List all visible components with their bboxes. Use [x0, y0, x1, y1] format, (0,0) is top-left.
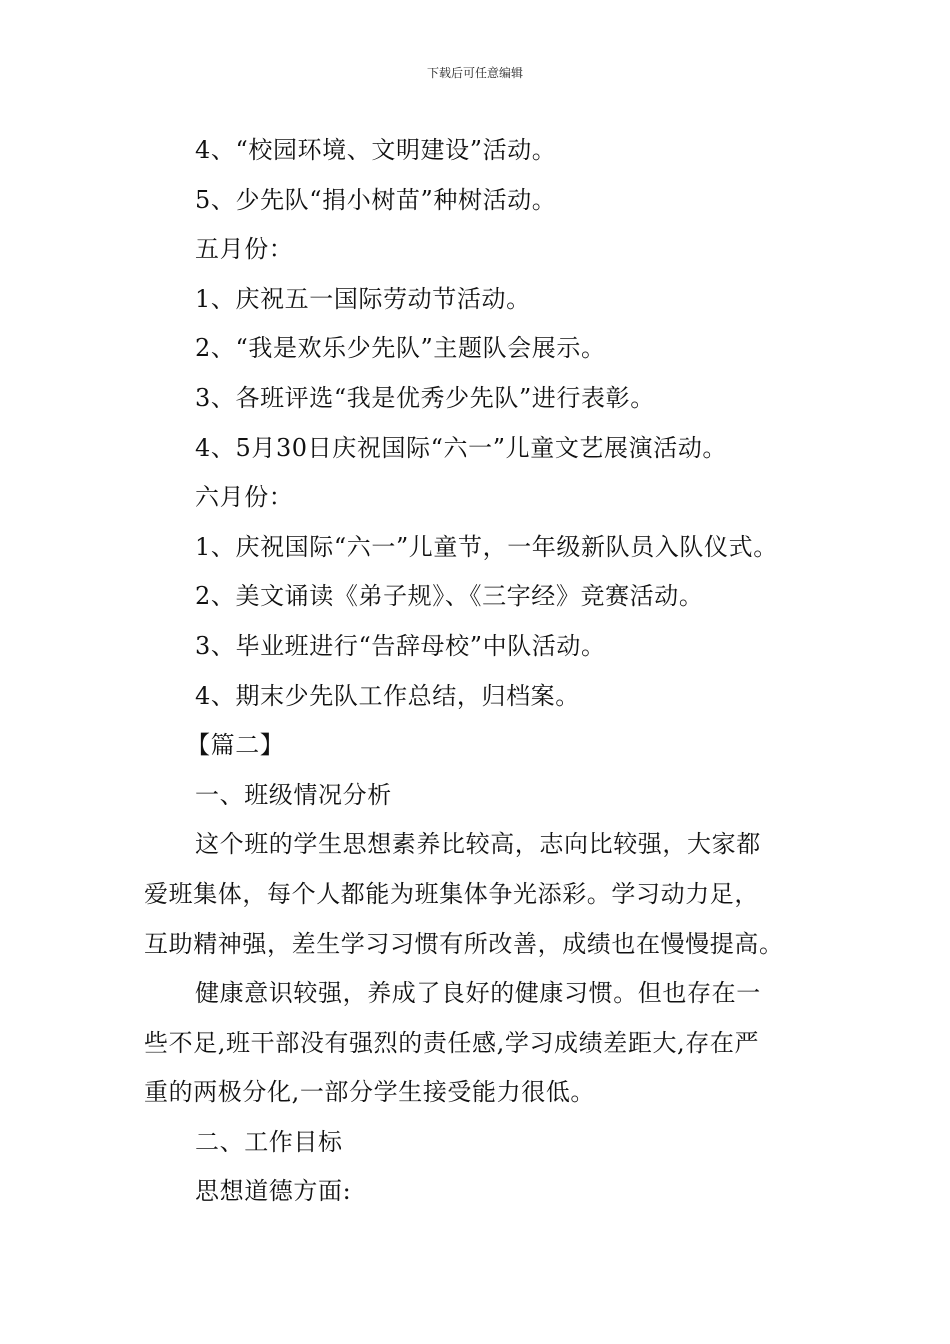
- paragraph-class-analysis: [144, 820, 814, 969]
- list-item: 1、庆祝五一国际劳动节活动。: [195, 284, 531, 313]
- paragraph-line: 爱班集体，每个人都能为班集体争光添彩。学习动力足，: [144, 879, 759, 908]
- list-item: 3、毕业班进行“告辞母校”中队活动。: [195, 631, 606, 660]
- section-heading-class-analysis: 一、班级情况分析: [195, 780, 392, 809]
- section-heading-june: 六月份：: [195, 483, 294, 512]
- list-item: 1、庆祝国际“六一”儿童节，一年级新队员入队仪式。: [195, 532, 778, 561]
- chapter-title: 【篇二】: [186, 731, 285, 760]
- list-item: 4、“校园环境、文明建设”活动。: [195, 136, 557, 164]
- paragraph-line: 些不足,班干部没有强烈的责任感,学习成绩差距大,存在严: [144, 1028, 760, 1057]
- paragraph-health-awareness: [144, 969, 814, 1118]
- subheading-moral-education: 思想道德方面:: [195, 1177, 352, 1206]
- document-body: [144, 126, 814, 1217]
- list-item: 4、期末少先队工作总结，归档案。: [195, 681, 580, 710]
- page-header: 下载后可任意编辑: [426, 66, 523, 80]
- list-item: 3、各班评选“我是优秀少先队”进行表彰。: [195, 383, 655, 412]
- paragraph-line: 重的两极分化,一部分学生接受能力很低。: [144, 1078, 596, 1107]
- paragraph-line: 健康意识较强，养成了良好的健康习惯。但也存在一: [195, 979, 761, 1008]
- section-heading-may: 五月份：: [195, 235, 294, 264]
- paragraph-line: 互助精神强，差生学习习惯有所改善，成绩也在慢慢提高。: [144, 929, 784, 958]
- list-item: 4、5月30日庆祝国际“六一”儿童文艺展演活动。: [195, 433, 728, 462]
- list-item: 2、“我是欢乐少先队”主题队会展示。: [195, 334, 606, 363]
- list-item: 5、少先队“捐小树苗”种树活动。: [195, 185, 557, 214]
- section-heading-work-goals: 二、工作目标: [195, 1127, 343, 1156]
- paragraph-line: 这个班的学生思想素养比较高，志向比较强，大家都: [195, 830, 761, 859]
- list-item: 2、美文诵读《弟子规》、《三字经》竞赛活动。: [195, 582, 704, 611]
